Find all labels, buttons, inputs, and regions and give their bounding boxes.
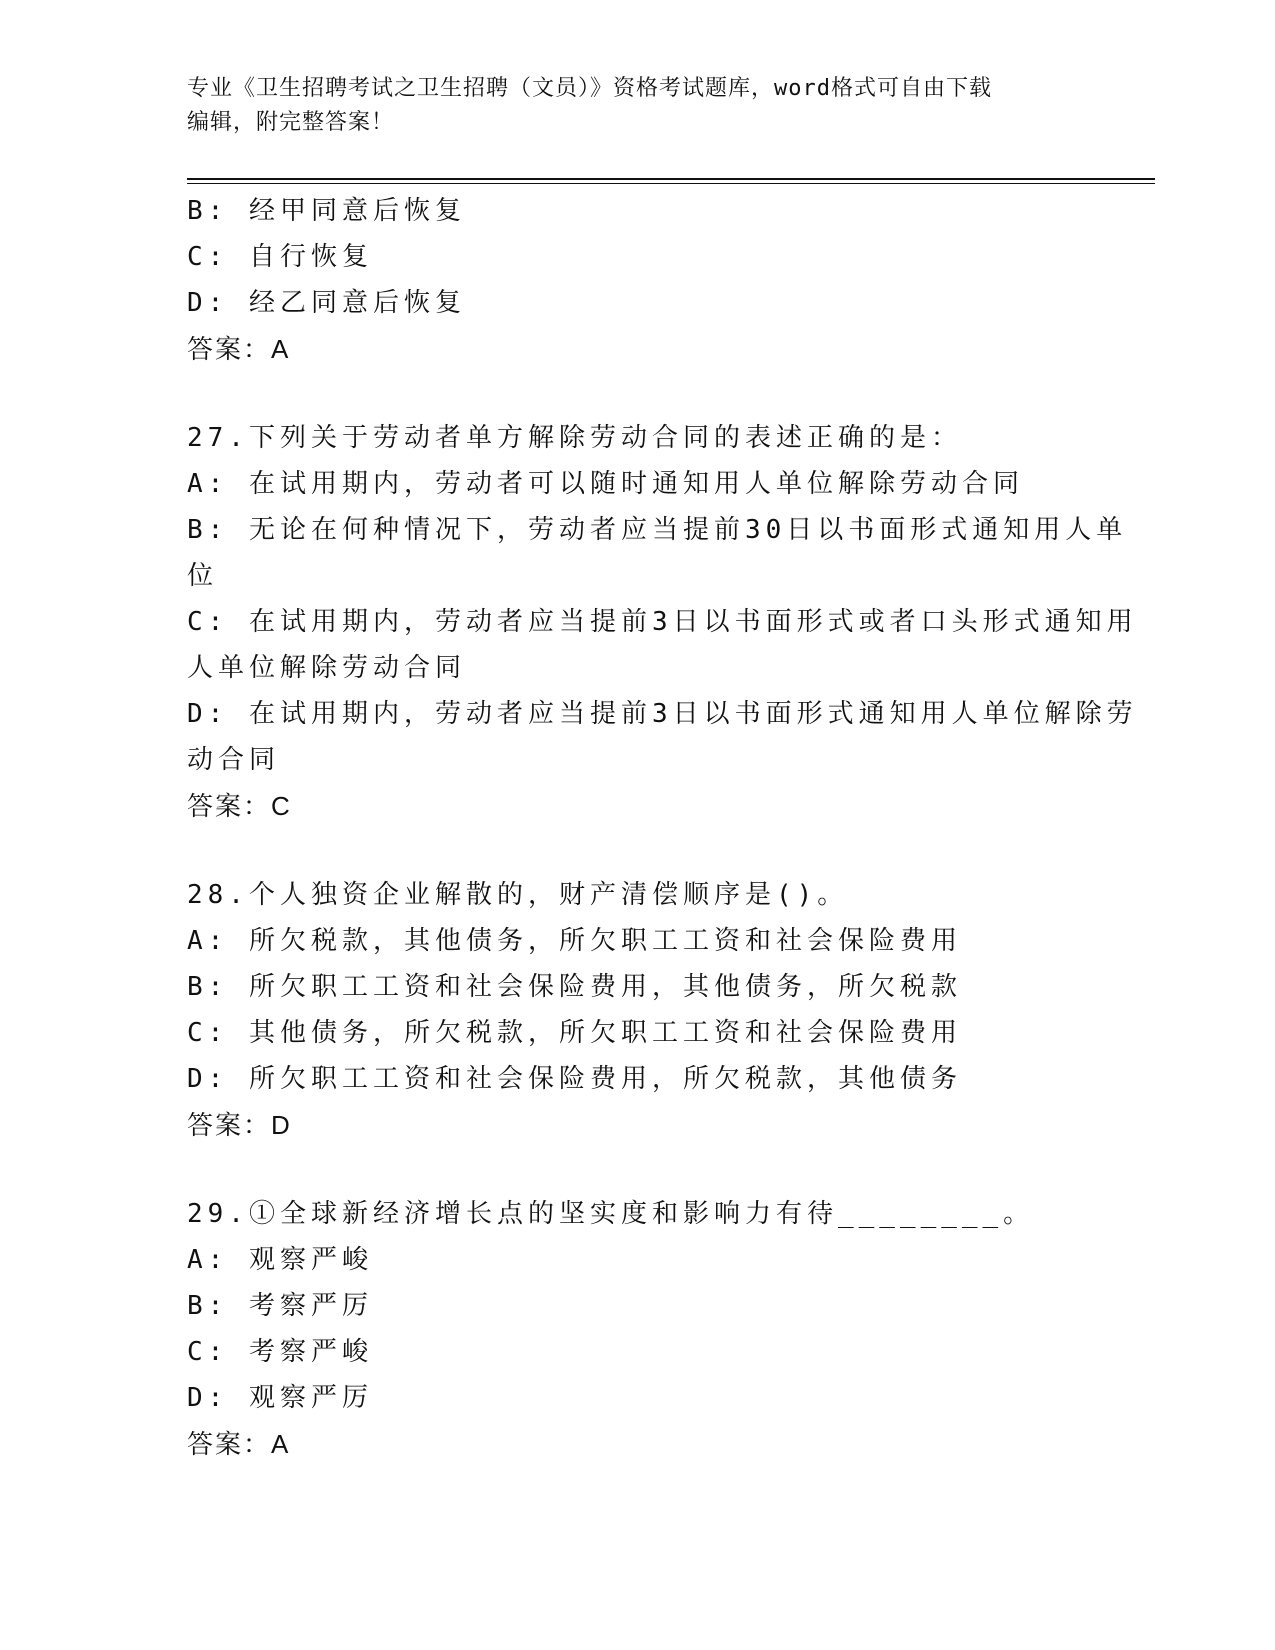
option-d-line-1: D: 在试用期内，劳动者应当提前3日以书面形式通知用人单位解除劳: [187, 699, 1138, 729]
spacer: [187, 1148, 1077, 1191]
option-c: C: 自行恢复: [187, 242, 373, 272]
option-b: B: 所欠职工工资和社会保险费用，其他债务，所欠税款: [187, 972, 962, 1002]
option-d: D: 经乙同意后恢复: [187, 288, 466, 318]
header-line-1: 专业《卫生招聘考试之卫生招聘（文员）》资格考试题库，word格式可自由下载: [187, 76, 992, 101]
option-b: B: 经甲同意后恢复: [187, 196, 466, 226]
spacer: [187, 829, 1077, 872]
option-a: A: 在试用期内，劳动者可以随时通知用人单位解除劳动合同: [187, 469, 1024, 499]
option-a: A: 所欠税款，其他债务，所欠职工工资和社会保险费用: [187, 926, 962, 956]
header-line-2: 编辑，附完整答案！: [187, 110, 395, 135]
document-header: [187, 72, 1087, 140]
question-block-28: [187, 872, 1077, 1148]
question-block-29: [187, 1191, 1077, 1467]
answer-line: 答案：A: [187, 334, 291, 364]
option-d: D: 所欠职工工资和社会保险费用，所欠税款，其他债务: [187, 1064, 962, 1094]
question-block-27: [187, 415, 1138, 829]
question-list: [187, 188, 1138, 1467]
option-c-line-1: C: 在试用期内，劳动者应当提前3日以书面形式或者口头形式通知用: [187, 607, 1138, 637]
option-c: C: 其他债务，所欠税款，所欠职工工资和社会保险费用: [187, 1018, 962, 1048]
question-text: 29.①全球新经济增长点的坚实度和影响力有待________。: [187, 1199, 1035, 1229]
option-b-line-1: B: 无论在何种情况下，劳动者应当提前30日以书面形式通知用人单: [187, 515, 1128, 545]
answer-line: 答案：A: [187, 1429, 291, 1459]
question-block-prev: [187, 188, 1077, 372]
question-text: 28.个人独资企业解散的，财产清偿顺序是()。: [187, 880, 849, 910]
option-a: A: 观察严峻: [187, 1245, 373, 1275]
answer-line: 答案：D: [187, 1110, 292, 1140]
option-d-line-2: 动合同: [187, 745, 281, 775]
option-c-line-2: 人单位解除劳动合同: [187, 653, 467, 683]
option-b: B: 考察严厉: [187, 1291, 373, 1321]
answer-line: 答案：C: [187, 791, 292, 821]
option-d: D: 观察严厉: [187, 1383, 373, 1413]
header-divider-thin: [187, 183, 1155, 184]
option-b-line-2: 位: [187, 561, 219, 591]
option-c: C: 考察严峻: [187, 1337, 373, 1367]
header-divider-thick: [187, 178, 1155, 180]
question-text: 27.下列关于劳动者单方解除劳动合同的表述正确的是：: [187, 423, 962, 453]
spacer: [187, 372, 1077, 415]
